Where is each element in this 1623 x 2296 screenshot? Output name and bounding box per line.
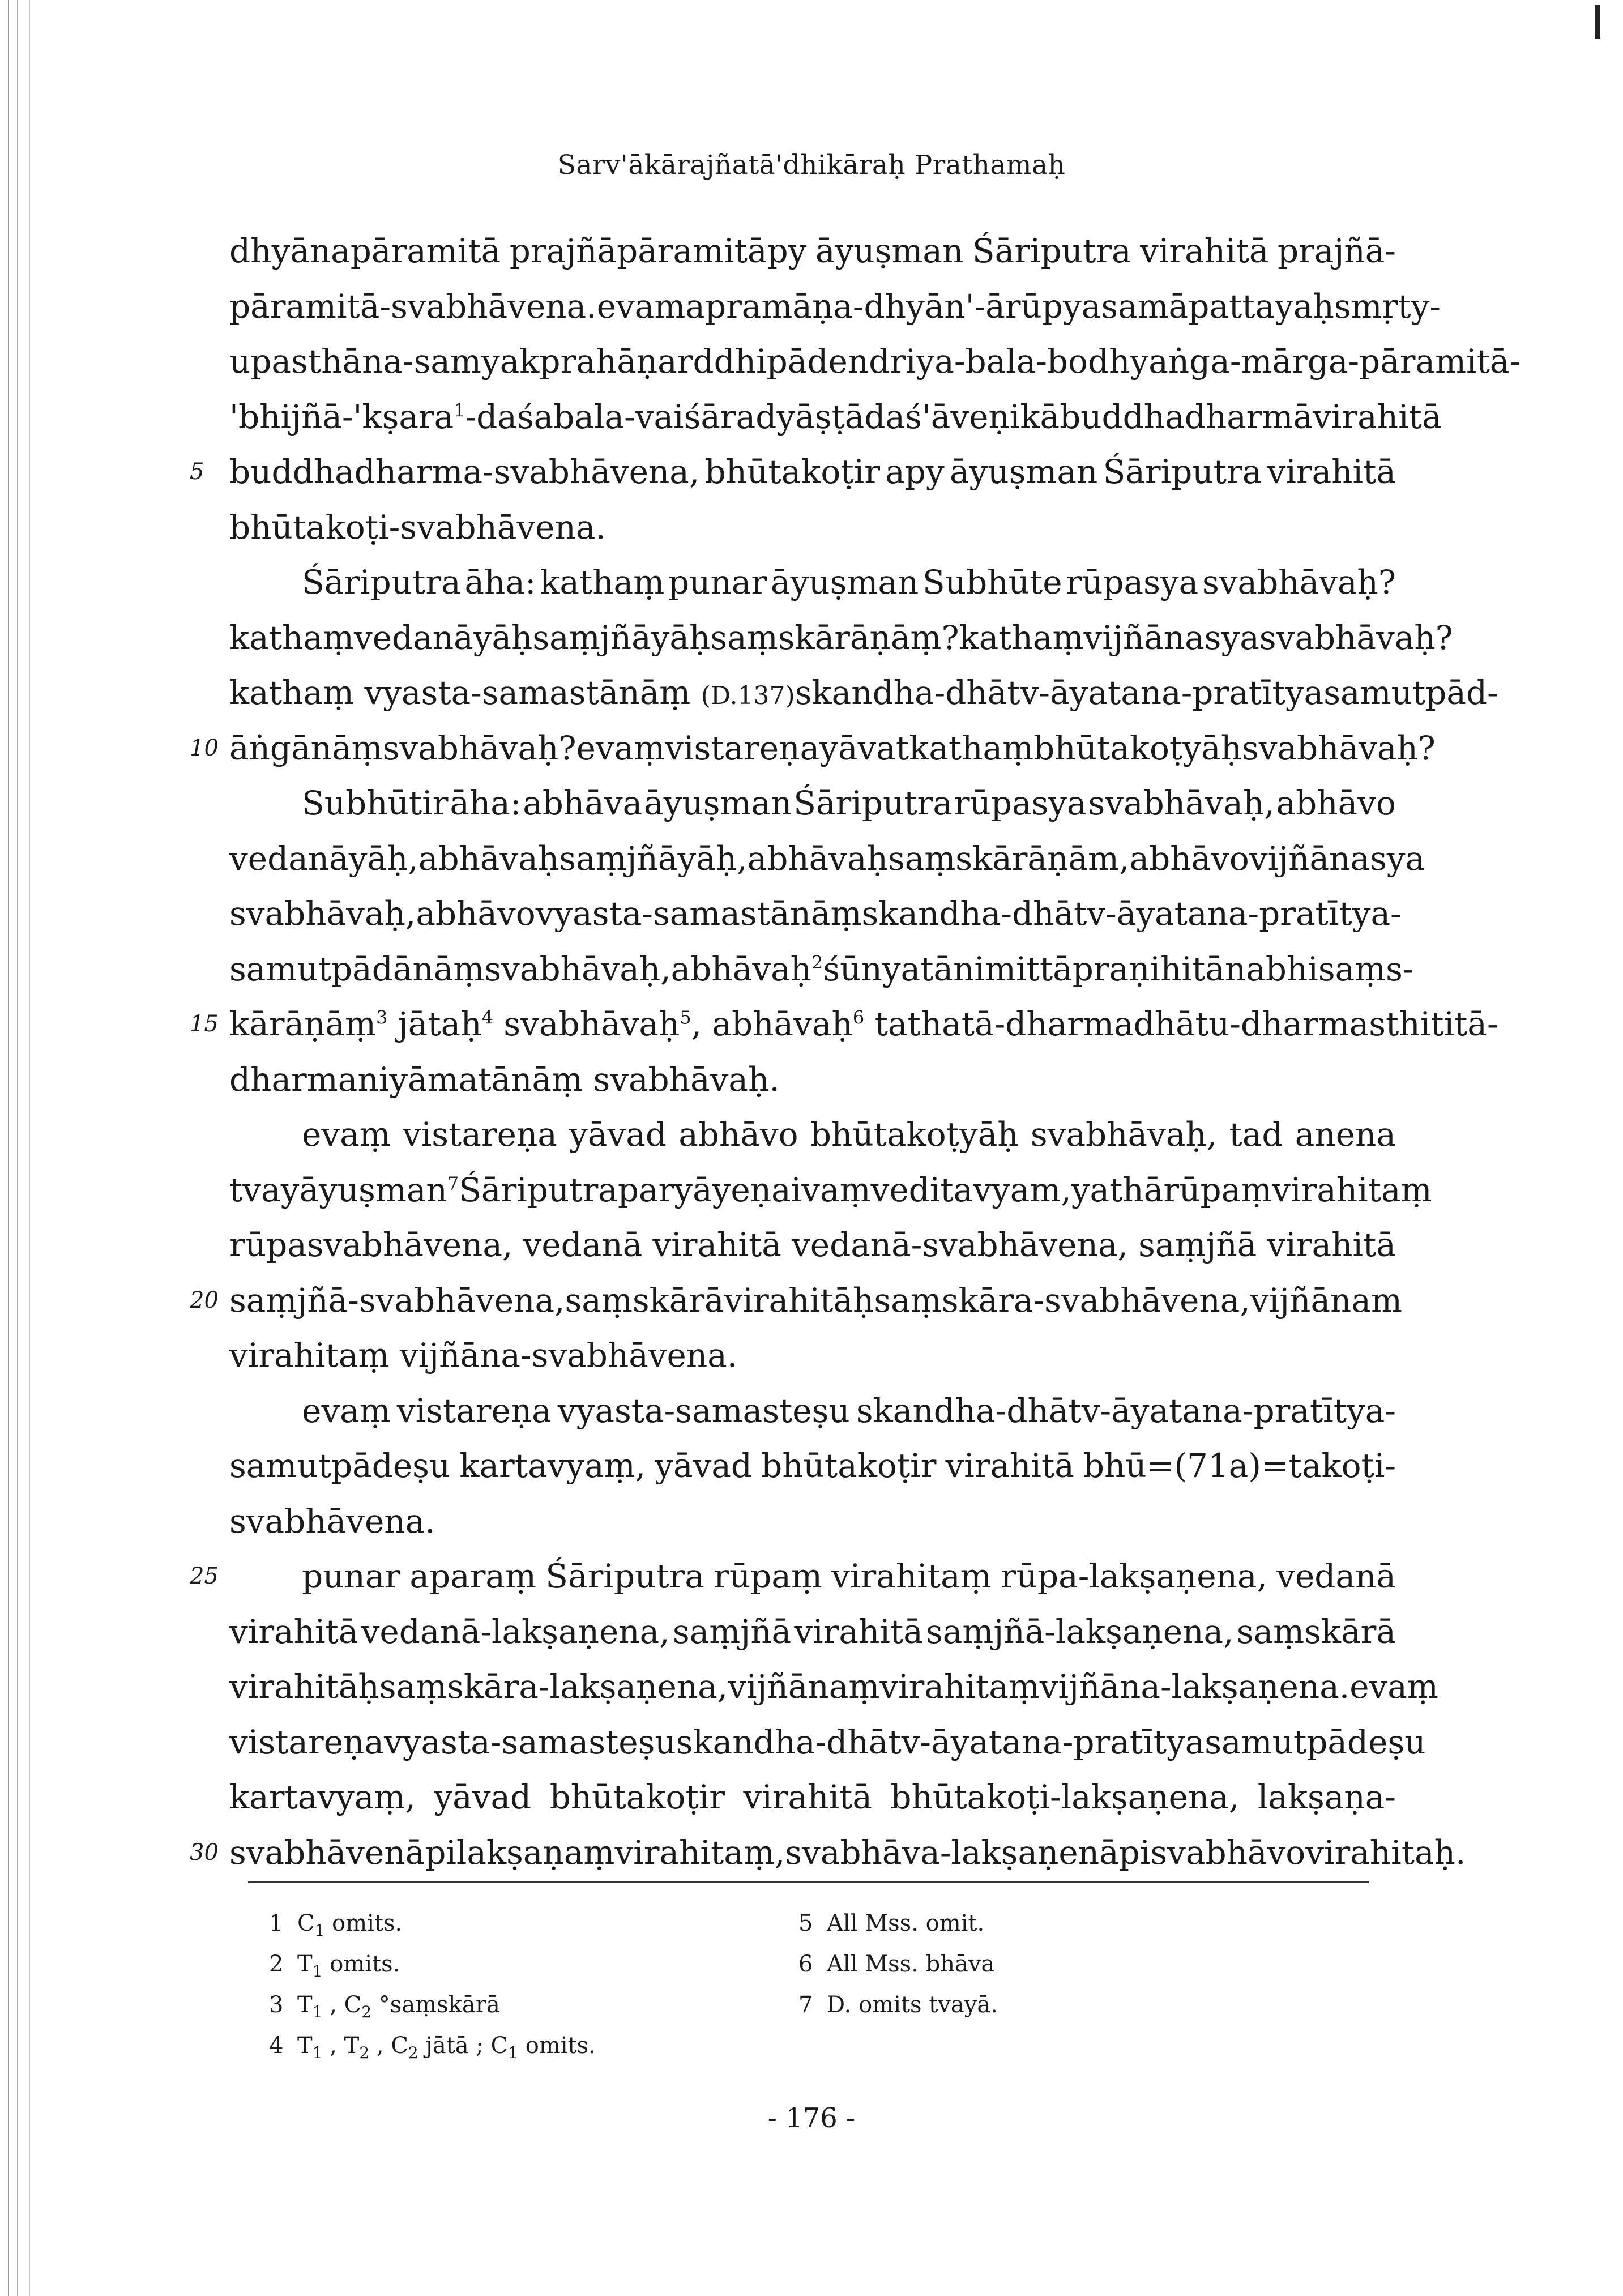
word: Subhūtir <box>302 784 449 822</box>
footnote-number: 3 <box>269 1992 284 2018</box>
word: abhāvo <box>1129 839 1249 878</box>
word: upasthāna-samyakprahāṇarddhipādendriya-bala-bodhyaṅga-mārga-pāramitā- <box>229 342 1521 381</box>
word: yāvad <box>655 1446 753 1485</box>
footnote-number: 1 <box>269 1910 284 1936</box>
word: yāvad <box>434 1778 532 1816</box>
word: apy <box>885 453 945 491</box>
line-number: 10 <box>190 735 219 761</box>
line-text: dharmaniyāmatānāṃ svabhāvaḥ. <box>229 1060 780 1099</box>
word: svabhāvaḥ, <box>1030 1115 1218 1154</box>
word: virahitaṃ <box>1272 1170 1432 1209</box>
word: skandha-dhātv-āyatana-pratītyasamutpādeṣu <box>676 1722 1426 1761</box>
word: vedanā <box>523 1226 643 1264</box>
word: Śāriputra <box>972 232 1131 270</box>
word: saṃjñāyāḥ, <box>559 839 748 878</box>
word: lakṣaṇaṃ <box>456 1833 615 1872</box>
text-line <box>190 1273 1402 1329</box>
word: yāvat <box>819 728 909 767</box>
footnote-text: All Mss. omit. <box>827 1910 985 1936</box>
text-line <box>229 1218 1396 1273</box>
text-line <box>229 1715 1426 1770</box>
word: āyuṣman <box>644 784 792 822</box>
word: saṃjñā <box>1138 1226 1257 1264</box>
footnote-number: 5 <box>798 1910 813 1936</box>
text-line <box>229 1328 1396 1384</box>
footnote-text: $C_1$ omits. <box>297 1910 403 1940</box>
word: bhūtakoṭyāḥ <box>810 1115 1019 1154</box>
word: abhāvaḥ <box>418 839 559 878</box>
footnote <box>269 1903 596 1944</box>
word: bhūtakoṭir <box>704 453 880 491</box>
word: svabhāvaḥ, <box>484 949 671 988</box>
line-text: kārāṇāṃ$^3$ jātaḥ$^4$ svabhāvaḥ$^5$, abhāvaḥ$^6$ tathatā-dharmadhātu-dharmasthititā- <box>229 1005 1498 1043</box>
text-line <box>229 1052 1396 1108</box>
text-line <box>190 1549 1396 1604</box>
text-line <box>229 1384 1396 1439</box>
word: lakṣaṇa- <box>1257 1778 1396 1816</box>
word: vyasta-samasteṣu <box>383 1722 676 1761</box>
word: svabhāvo <box>1150 1833 1306 1872</box>
word: kathaṃ <box>229 618 354 657</box>
word: saṃskāra-lakṣaṇena, <box>379 1667 728 1706</box>
word: kathaṃ vyasta-samastānāṃ (D.137) <box>229 673 795 712</box>
word: virahitaṃ <box>831 1557 992 1595</box>
text-line <box>229 279 1441 335</box>
word: virahitāḥ <box>229 1667 379 1706</box>
text-line <box>229 500 1396 556</box>
word: virahitā <box>652 1226 781 1264</box>
body-text <box>190 224 1521 1880</box>
word: saṃjñā <box>672 1612 792 1651</box>
footnote <box>798 1944 998 1985</box>
word: Śāriputra <box>302 563 461 601</box>
word: vyasta-samastānāṃ <box>535 894 862 933</box>
word: āyuṣman <box>949 453 1098 491</box>
word: virahitā <box>1313 397 1442 436</box>
word: vijñānasya <box>1083 618 1259 657</box>
word: prajñāpāramitāpy <box>509 232 807 270</box>
word: vijñānam <box>1250 1281 1402 1320</box>
word: āṅgānāṃ <box>229 728 383 767</box>
line-text: virahitaṃ vijñāna-svabhāvena. <box>229 1336 738 1375</box>
word: prajñā- <box>1278 232 1396 270</box>
footnote-text: $T_1$ , $T_2$ , $C_2$ jātā ; $C_1$ omits. <box>297 2033 596 2062</box>
text-line <box>229 942 1414 997</box>
word: Śāriputra <box>459 1170 618 1209</box>
word: smṛty- <box>1334 287 1441 326</box>
word: dhyānapāramitā <box>229 232 501 270</box>
text-line <box>229 1604 1396 1660</box>
word: pāramitā-svabhāvena. <box>229 287 597 326</box>
word: virahitā <box>1267 1226 1396 1264</box>
scan-edge-line <box>29 0 30 2296</box>
footnote-number: 7 <box>798 1992 813 2018</box>
word: svabhāvaḥ, <box>1088 784 1275 822</box>
word: virahitaḥ. <box>1305 1833 1466 1872</box>
word: abhāvaḥ$^2$ <box>670 949 823 988</box>
footnote-text: All Mss. bhāva <box>827 1951 995 1977</box>
word: virahitaṃ <box>879 1667 1040 1706</box>
text-line <box>190 721 1436 776</box>
text-line <box>229 1439 1396 1494</box>
word: virahitā <box>743 1778 872 1816</box>
word: vistareṇa <box>396 1391 552 1430</box>
word: skandha-dhātv-āyatana-pratītya- <box>861 894 1402 933</box>
word: vistareṇa <box>402 1115 557 1154</box>
word: abhāva <box>523 784 643 822</box>
footnote-text: $T_1$ omits. <box>297 1951 400 1981</box>
word: evam <box>596 287 686 326</box>
word: rūpaṃ <box>1163 1170 1272 1209</box>
running-head: Sarv'ākārajñatā'dhikāraḥ Prathamaḥ <box>557 150 1066 181</box>
page-number: - 176 - <box>767 2102 856 2134</box>
word: yathā <box>1071 1170 1164 1209</box>
word: vedanā-svabhāvena, <box>792 1226 1128 1264</box>
footnote <box>269 2025 596 2066</box>
word: saṃjñāyāḥ <box>532 618 711 657</box>
word: virahitā <box>229 1612 358 1651</box>
footnote-number: 4 <box>269 2033 284 2059</box>
word: saṃskārāṇāṃ? <box>710 618 959 657</box>
word: kartavyaṃ, <box>229 1778 416 1816</box>
text-line <box>229 334 1521 390</box>
line-number: 5 <box>190 459 204 485</box>
word: rūpasya <box>1066 563 1199 601</box>
word: aparaṃ <box>409 1557 536 1595</box>
word: virahitāḥ <box>724 1281 874 1320</box>
text-line <box>229 555 1396 611</box>
word: āha: <box>464 563 536 601</box>
word: vistareṇa <box>229 1722 384 1761</box>
word: svabhāvenāpi <box>229 1833 456 1872</box>
text-line <box>229 1494 1396 1550</box>
text-line <box>190 445 1396 500</box>
word: vijñānaṃ <box>728 1667 880 1706</box>
word: rūpaṃ <box>714 1557 822 1595</box>
line-number: 15 <box>190 1011 219 1037</box>
word: āyuṣman <box>770 563 919 601</box>
word: virahitā <box>1267 453 1396 491</box>
word: āha: <box>450 784 522 822</box>
text-line <box>229 831 1425 887</box>
text-line <box>229 886 1402 942</box>
word: kathaṃ <box>959 618 1084 657</box>
word: bhūtakoṭi-lakṣaṇena, <box>890 1778 1240 1816</box>
footnotes-left-column <box>269 1903 596 2066</box>
footnote <box>798 1903 998 1944</box>
word: paryāyeṇaivaṃ <box>617 1170 871 1209</box>
footnote <box>269 1944 596 1985</box>
word: vijñānasya <box>1249 839 1425 878</box>
text-line <box>229 665 1498 721</box>
text-line <box>229 1163 1432 1218</box>
manuscript-reference: (D.137) <box>701 681 795 710</box>
line-text: svabhāvena. <box>229 1501 435 1540</box>
word: skandha-dhātv-āyatana-pratītya- <box>856 1391 1396 1430</box>
footnote-text: $T_1$ , $C_2$ °saṃskārā <box>297 1992 500 2021</box>
word: tad <box>1229 1115 1283 1154</box>
footnote <box>798 1985 998 2025</box>
word: bhū=(71a)=takoṭi- <box>1083 1446 1396 1485</box>
word: yāvad <box>569 1115 667 1154</box>
footnote-rule <box>248 1881 1369 1883</box>
word: vistareṇa <box>665 728 820 767</box>
line-number: 20 <box>190 1287 219 1313</box>
word: śūnyatānimittāpraṇihitānabhisaṃs- <box>823 949 1414 988</box>
word: samutpādānāṃ <box>229 949 485 988</box>
word: virahitā <box>794 1612 923 1651</box>
text-line <box>229 224 1396 279</box>
word: Śāriputra <box>545 1557 704 1595</box>
line-number: 25 <box>190 1563 219 1589</box>
text-line <box>229 390 1442 445</box>
word: vedanāyāḥ <box>353 618 533 657</box>
word: svabhāvaḥ? <box>1202 563 1396 601</box>
line-text: bhūtakoṭi-svabhāvena. <box>229 507 606 547</box>
word: samutpādeṣu <box>229 1446 451 1485</box>
text-line <box>190 1825 1466 1881</box>
line-number: 30 <box>190 1839 219 1866</box>
word: Śāriputra <box>1103 453 1262 491</box>
word: rūpasvabhāvena, <box>229 1226 513 1264</box>
word: abhāvo <box>678 1115 798 1154</box>
word: svabhāvaḥ? <box>382 728 576 767</box>
word: saṃskārā <box>1236 1612 1396 1651</box>
word: vyasta-samasteṣu <box>557 1391 850 1430</box>
word: bhūtakoṭir <box>549 1778 725 1816</box>
footnote-number: 2 <box>269 1951 284 1977</box>
text-line <box>229 611 1453 666</box>
word: bhūtakoṭyāḥ <box>1033 728 1242 767</box>
word: Subhūte <box>922 563 1062 601</box>
word: veditavyam, <box>870 1170 1071 1209</box>
word: vedanāyāḥ, <box>229 839 418 878</box>
footnote-text: D. omits tvayā. <box>827 1992 998 2018</box>
word: evaṃ <box>1349 1667 1438 1706</box>
word: rūpasya <box>954 784 1087 822</box>
word: svabhāva-lakṣaṇenāpi <box>785 1833 1151 1872</box>
word: svabhāvaḥ, <box>229 894 416 933</box>
word: virahitā <box>1140 232 1269 270</box>
word: abhāvo <box>1276 784 1396 822</box>
word: abhāvo <box>416 894 536 933</box>
word: bhūtakoṭir <box>761 1446 937 1485</box>
scan-edge-line <box>17 0 18 2296</box>
word: apramāṇa-dhyān'-ārūpyasamāpattayaḥ <box>685 287 1334 326</box>
word: kartavyaṃ, <box>459 1446 646 1485</box>
word: anena <box>1295 1115 1396 1154</box>
word: tvayāyuṣman$^7$ <box>229 1170 459 1209</box>
word: Śāriputra <box>793 784 953 822</box>
text-line <box>229 1770 1396 1825</box>
scan-edge-line <box>8 0 9 2296</box>
text-line <box>229 1107 1396 1163</box>
word: saṃskāra-svabhāvena, <box>874 1281 1250 1320</box>
word: rūpa-lakṣaṇena, <box>1000 1557 1267 1595</box>
word: kathaṃ <box>909 728 1034 767</box>
word: 'bhijñā-'kṣara$^1$-daśabala-vaiśāradyāṣṭādaś'āveṇikā <box>229 397 1060 436</box>
word: vedanā-lakṣaṇena, <box>361 1612 670 1651</box>
word: punar <box>668 563 767 601</box>
footnote <box>269 1985 596 2025</box>
word: abhāvaḥ <box>747 839 888 878</box>
word: evaṃ <box>576 728 665 767</box>
text-line <box>229 776 1396 831</box>
word: vedanā <box>1276 1557 1396 1595</box>
word: buddhadharmā <box>1060 397 1313 436</box>
word: saṃjñā-lakṣaṇena, <box>926 1612 1234 1651</box>
word: kathaṃ <box>540 563 665 601</box>
word: vijñāna-lakṣaṇena. <box>1039 1667 1350 1706</box>
word: virahitaṃ, <box>614 1833 785 1872</box>
footnote-number: 6 <box>798 1951 813 1977</box>
word: āyuṣman <box>815 232 964 270</box>
word: evaṃ <box>302 1391 391 1430</box>
word: saṃskārāṇām, <box>887 839 1130 878</box>
word: evaṃ <box>302 1115 391 1154</box>
word: svabhāvaḥ? <box>1259 618 1453 657</box>
footnotes-right-column <box>798 1903 998 2025</box>
scan-corner-mark <box>1595 5 1600 39</box>
word: saṃjñā-svabhāvena, <box>229 1281 565 1320</box>
word: saṃskārā <box>565 1281 724 1320</box>
word: buddhadharma-svabhāvena, <box>229 453 700 491</box>
text-line <box>229 1659 1438 1715</box>
word: punar <box>302 1557 401 1595</box>
word: virahitā <box>945 1446 1074 1485</box>
text-line <box>190 997 1498 1052</box>
word: svabhāvaḥ? <box>1241 728 1436 767</box>
word: skandha-dhātv-āyatana-pratītyasamutpād- <box>795 673 1498 712</box>
